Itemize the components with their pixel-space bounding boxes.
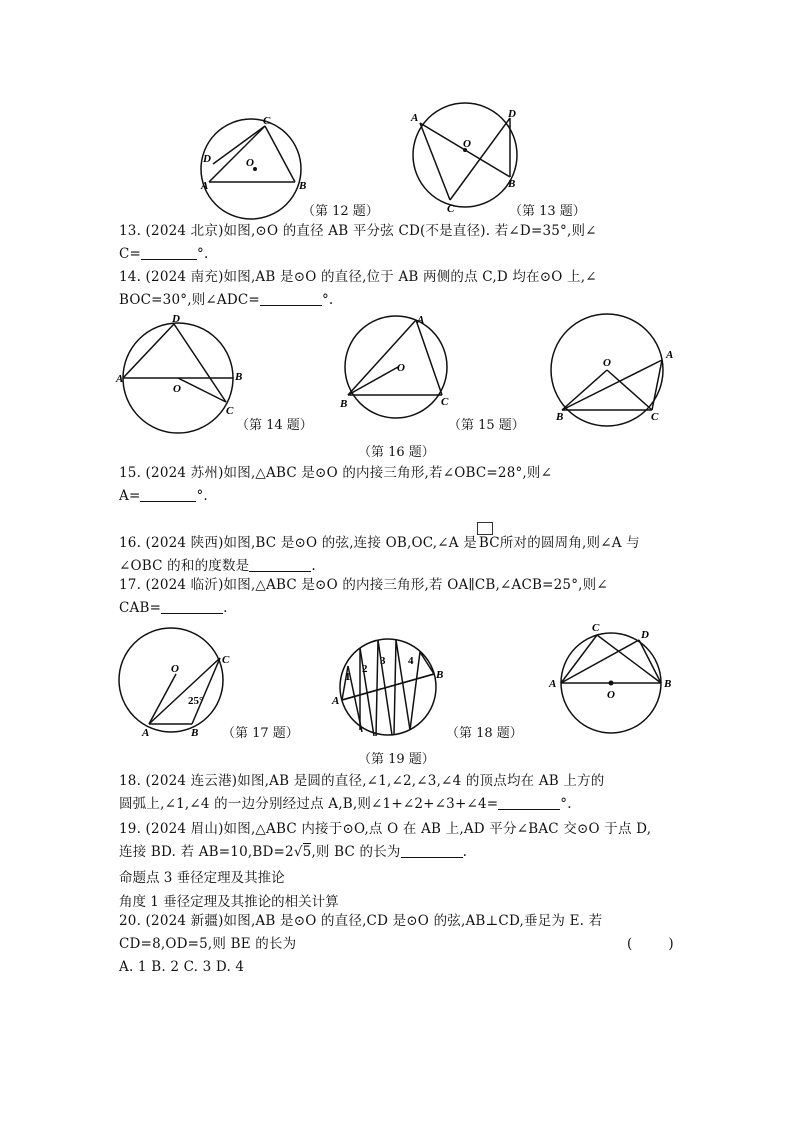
fig13-label-a: A [411,112,419,124]
q13-line2-end: °. [197,246,209,262]
q15-line2-start: A= [119,488,141,504]
q16-answer-blank[interactable] [249,557,311,572]
q14-line2-end: °. [321,292,334,308]
question-15 [119,462,679,508]
figure-19-caption: （第 19 题） [358,752,435,767]
figure-15-drawing [338,310,463,415]
q15-line1: 15. (2024 苏州)如图,△ABC 是⊙O 的内接三角形,若∠OBC=28°,则∠ [119,465,553,481]
q14-line2-start: BOC=30°,则∠ADC= [119,292,260,308]
question-20 [119,910,679,979]
arc-symbol [477,522,493,535]
fig19-label-c: C [592,622,600,634]
q18-line1: 18. (2024 连云港)如图,AB 是圆的直径,∠1,∠2,∠3,∠4 的顶点均在 AB 上方的 [119,773,605,789]
question-16 [119,522,679,578]
q19-line2-end: . [462,844,468,860]
q19-line2-start: 连接 BD. 若 AB=10,BD=2 [119,844,294,860]
fig19-label-b: B [664,678,672,690]
fig13-label-b: B [508,178,516,190]
question-13 [119,220,679,266]
fig12-label-d: D [203,153,211,165]
sqrt-symbol: √ [293,844,303,860]
q20-line1: 20. (2024 新疆)如图,AB 是⊙O 的直径,CD 是⊙O 的弦,AB⊥CD,垂足为 E. 若 [119,913,603,929]
fig16-label-c: C [651,411,659,423]
fig18-angle-4: 4 [408,655,414,667]
q17-line1: 17. (2024 临沂)如图,△ABC 是⊙O 的内接三角形,若 OA∥CB,∠ACB=25°,则∠ [119,577,608,593]
question-19 [119,818,679,864]
figure-18-drawing [330,632,445,742]
fig17-label-c: C [222,654,230,666]
figure-12-caption: （第 12 题） [302,204,379,219]
fig19-label-o: O [607,689,615,701]
figure-16-caption: （第 16 题） [358,445,435,460]
q16-line2-end: . [311,558,316,574]
q16-line2-start: ∠OBC 的和的度数是 [119,558,250,574]
question-14 [119,266,679,312]
fig16-label-a: A [666,349,674,361]
figure-19 [545,620,680,740]
fig19-label-d: D [641,629,649,641]
q15-line2-end: °. [196,488,208,504]
fig18-angle-3: 3 [380,655,386,667]
fig18-label-a: A [332,695,340,707]
fig13-label-c: C [447,203,455,215]
q20-line2: CD=8,OD=5,则 BE 的长为 [119,936,297,952]
fig14-label-d: D [172,313,180,325]
fig18-angle-1: 1 [345,671,351,683]
section-heading: 命题点 3 垂径定理及其推论 [119,870,285,886]
q13-line2-start: C= [119,246,142,262]
fig14-label-a: A [116,373,124,385]
question-18 [119,770,679,816]
q14-answer-blank[interactable] [260,291,322,306]
fig17-label-b: B [191,727,199,739]
question-17 [119,574,679,620]
q17-line2-end: . [223,600,228,616]
figure-16 [550,312,685,430]
fig12-label-a: A [201,180,209,192]
q20-answer-paren[interactable]: ( ) [627,936,674,952]
fig12-label-o: O [246,157,254,169]
fig12-label-b: B [299,180,307,192]
fig14-label-o: O [173,383,181,395]
q16-arc-label: BC [478,535,500,551]
fig18-angle-2: 2 [362,663,368,675]
q19-sqrt-value: 5 [302,844,312,860]
figure-13-caption: （第 13 题） [509,204,586,219]
q14-line1: 14. (2024 南充)如图,AB 是⊙O 的直径,位于 AB 两侧的点 C,D 均在⊙O 上,∠ [119,269,597,285]
q17-answer-blank[interactable] [161,599,223,614]
fig17-label-a: A [142,727,150,739]
fig18-label-b: B [436,669,444,681]
q16-line1-start: 16. (2024 陕西)如图,BC 是⊙O 的弦,连接 OB,OC,∠A 是 [119,535,477,551]
q17-line2-start: CAB= [119,600,162,616]
q13-line1: 13. (2024 北京)如图,⊙O 的直径 AB 平分弦 CD(不是直径). 若∠D=35°,则∠ [119,223,597,239]
fig19-label-a: A [549,678,557,690]
fig15-label-a: A [417,314,425,326]
figure-18-caption: （第 18 题） [446,726,523,741]
fig15-label-b: B [340,398,348,410]
q18-line2-start: 圆弧上,∠1,∠4 的一边分别经过点 A,B,则∠1+∠2+∠3+∠4= [119,796,499,812]
q19-answer-blank[interactable] [401,843,463,858]
fig14-label-c: C [226,405,234,417]
fig13-label-d: D [508,108,516,120]
figure-14 [116,310,251,425]
fig13-label-o: O [463,138,471,150]
q18-line2-end: °. [560,796,572,812]
fig17-label-o: O [171,663,179,675]
figure-14-drawing [116,310,251,425]
q19-line2-mid: ,则 BC 的长为 [311,844,401,860]
q13-answer-blank[interactable] [141,245,197,260]
q16-line1-end: 所对的圆周角,则∠A 与 [499,535,640,551]
figure-18 [330,632,445,742]
q19-line1: 19. (2024 眉山)如图,△ABC 内接于⊙O,点 O 在 AB 上,AD 平分∠BAC 交⊙O 于点 D, [119,821,652,837]
fig15-label-c: C [441,396,449,408]
fig15-label-o: O [397,362,405,374]
fig12-label-c: C [263,115,271,127]
fig14-label-b: B [235,371,243,383]
fig17-angle-label: 25° [188,695,204,707]
q15-answer-blank[interactable] [140,487,196,502]
q18-answer-blank[interactable] [498,795,560,810]
figure-15-caption: （第 15 题） [448,418,525,433]
q20-options: A. 1 B. 2 C. 3 D. 4 [119,959,245,975]
figure-16-drawing [550,312,685,430]
fig16-label-b: B [556,411,564,423]
figure-15 [338,310,463,415]
figure-14-caption: （第 14 题） [236,418,313,433]
fig16-label-o: O [603,357,611,369]
figure-19-drawing [545,620,680,740]
angle-heading: 角度 1 垂径定理及其推论的相关计算 [119,894,339,910]
figure-17-caption: （第 17 题） [222,726,299,741]
